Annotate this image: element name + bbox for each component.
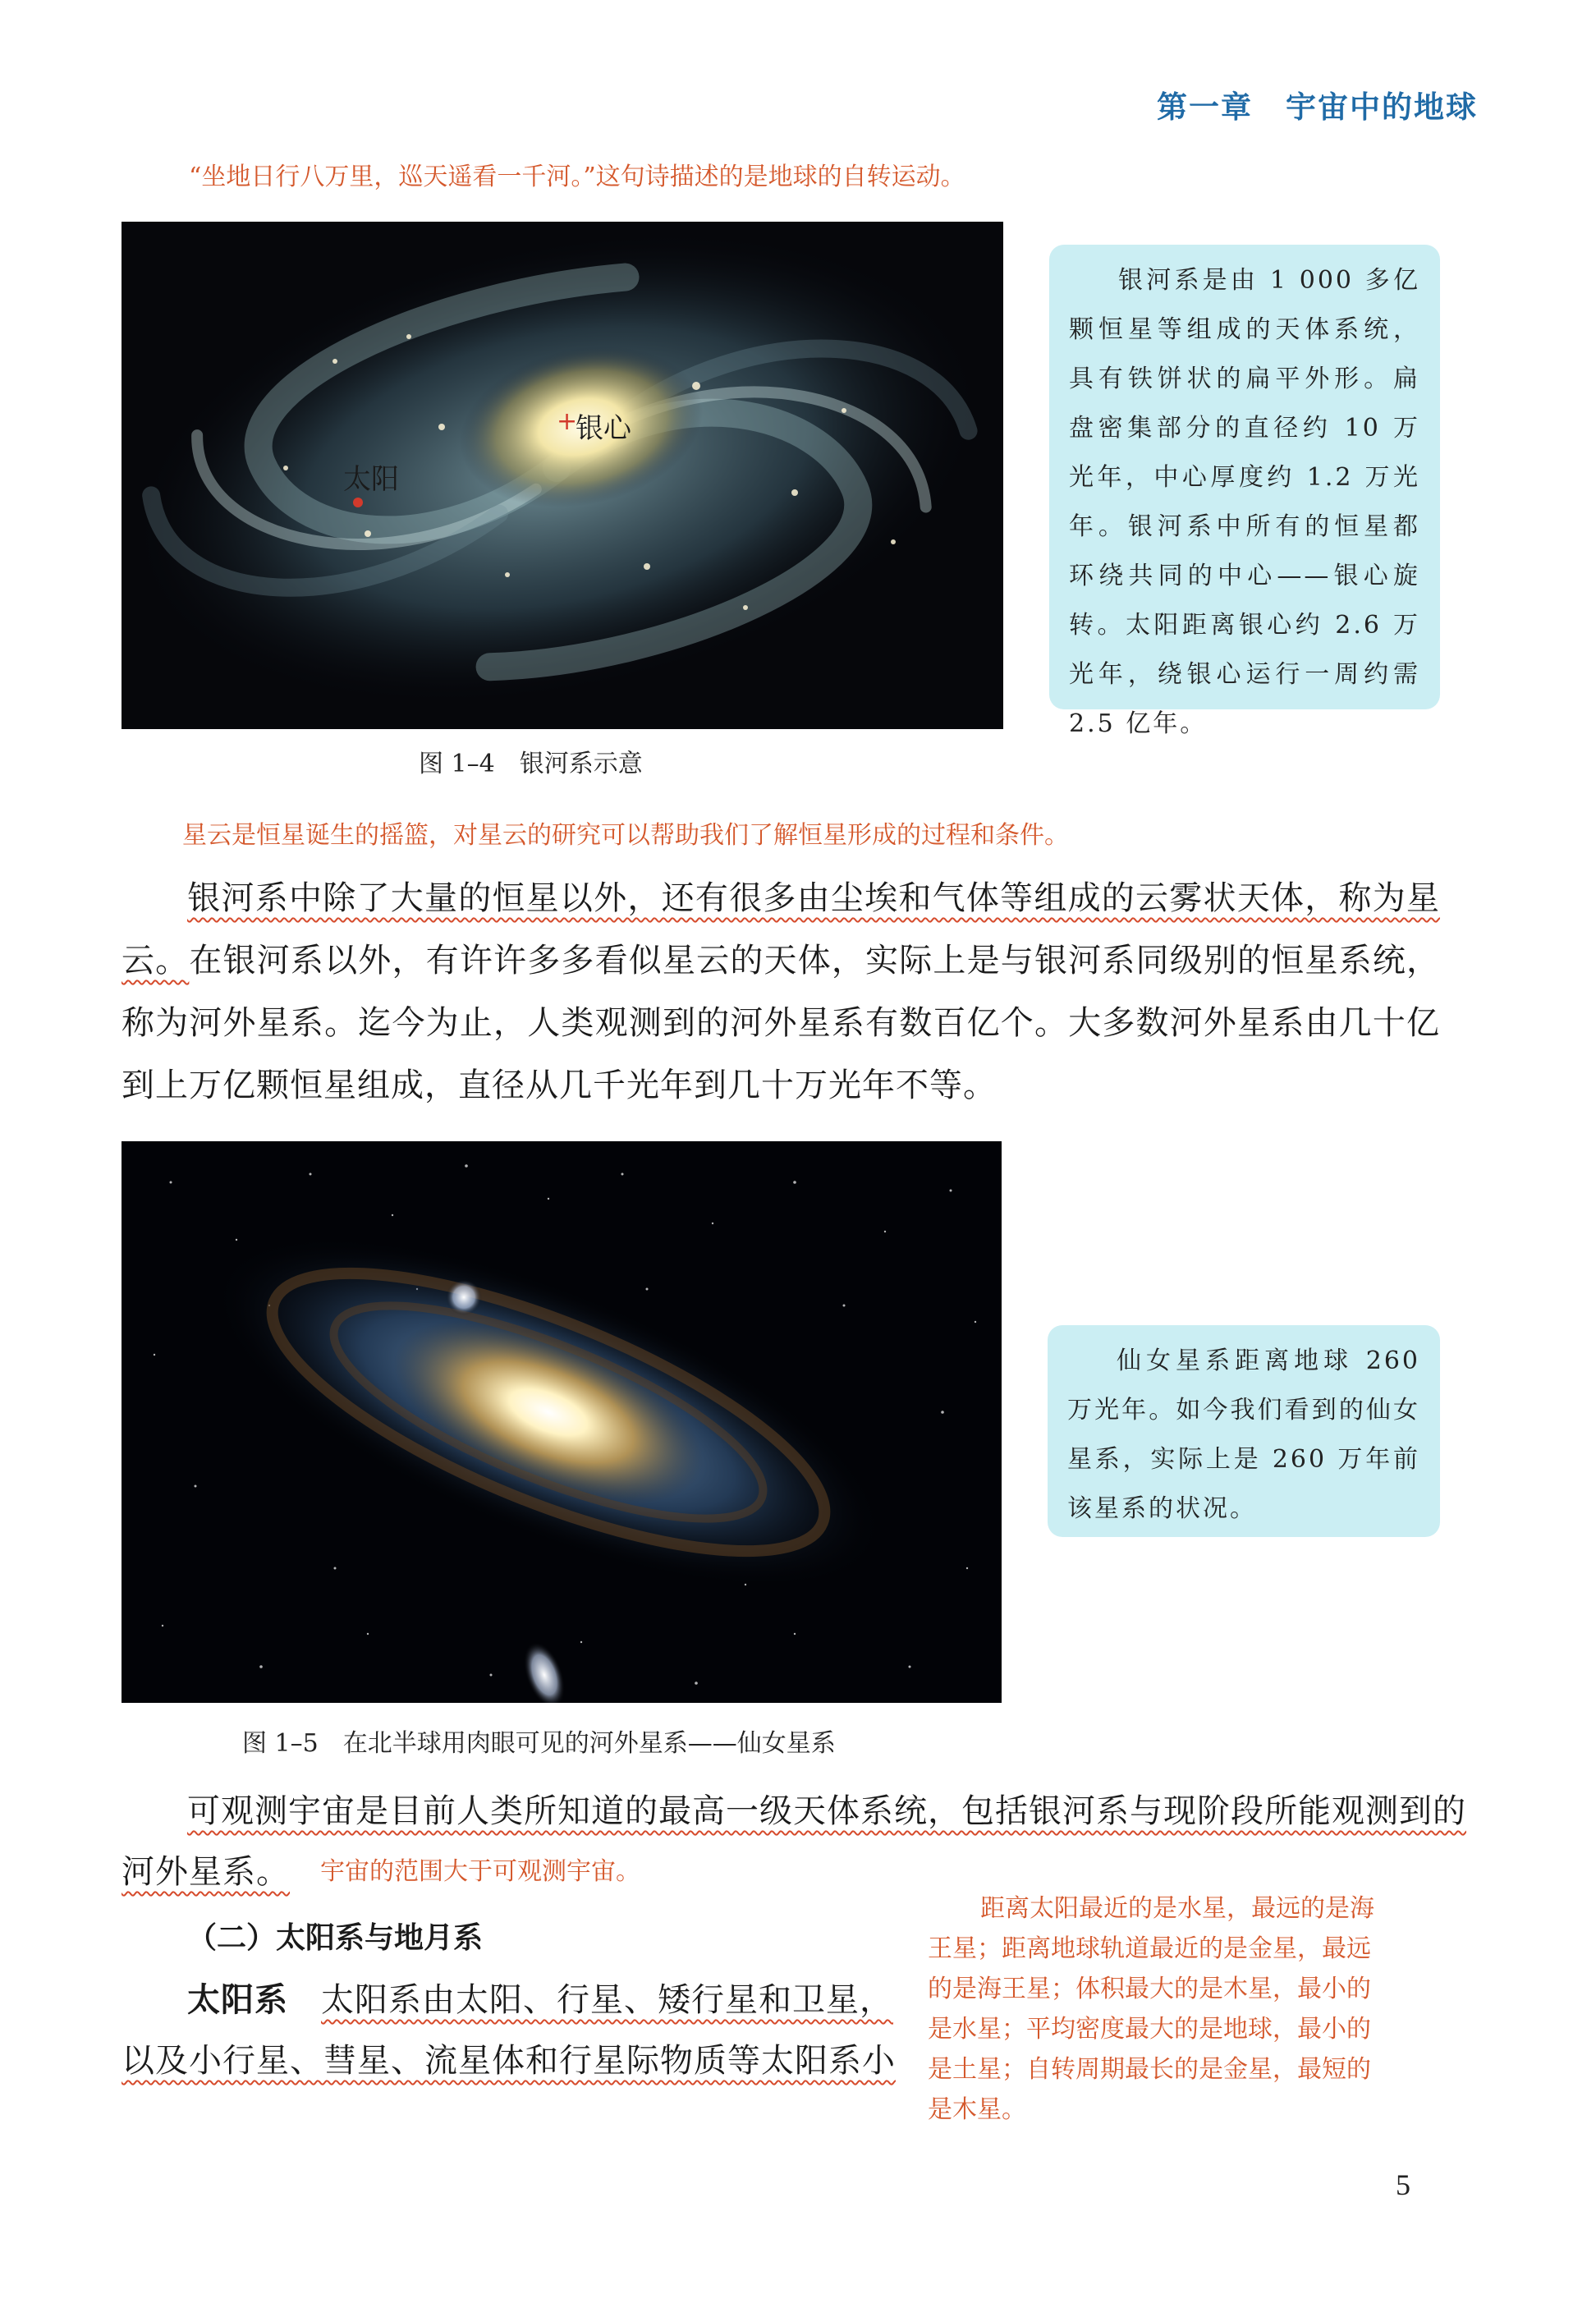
andromeda-infobox: 仙女星系距离地球 260 万光年。如今我们看到的仙女星系，实际上是 260 万年前该星系的状况。 bbox=[1048, 1325, 1440, 1537]
planet-facts-line: 的是海王星；体积最大的是木星，最小的 bbox=[928, 1975, 1371, 2003]
poem-note: “坐地日行八万里，巡天遥看一千河。”这句诗描述的是地球的自转运动。 bbox=[189, 163, 965, 191]
planet-facts-line: 距离太阳最近的是水星，最远的是海 bbox=[980, 1894, 1374, 1923]
planet-facts-line: 是水星；平均密度最大的是地球，最小的 bbox=[928, 2015, 1371, 2044]
nebula-definition: 银河系中除了大量的恒星以外，还有很多由尘埃和气体等组成的云雾状天体，称为星云。 bbox=[122, 879, 1440, 980]
galactic-center-marker: + bbox=[557, 407, 578, 436]
figure-1-5-caption: 图 1–5 在北半球用肉眼可见的河外星系——仙女星系 bbox=[242, 1729, 836, 1758]
galaxies-text: 在银河系以外，有许许多多看似星云的天体，实际上是与银河系同级别的恒星系统，称为河外星系。迄今为止，人类观测到的河外星系有数百亿个。大多数河外星系由几十亿到上万亿颗恒星组成，直径从几千光年到几十万光年不等。 bbox=[122, 942, 1441, 1104]
andromeda-illustration bbox=[122, 1141, 1002, 1703]
solar-system-definition-1: 太阳系由太阳、行星、矮行星和卫星， bbox=[321, 1981, 893, 2019]
planet-facts-line: 是木星。 bbox=[928, 2095, 1026, 2124]
planet-facts-line: 是土星；自转周期最长的是金星，最短的 bbox=[928, 2055, 1371, 2084]
sun-label: 太阳 bbox=[343, 463, 399, 496]
figure-1-4-caption: 图 1–4 银河系示意 bbox=[419, 750, 643, 778]
section-heading: （二）太阳系与地月系 bbox=[187, 1921, 484, 1955]
milky-way-illustration bbox=[122, 222, 1003, 729]
observable-universe-line-1 bbox=[187, 1780, 1466, 1842]
universe-note: 宇宙的范围大于可观测宇宙。 bbox=[320, 1857, 640, 1886]
chapter-title: 宇宙中的地球 bbox=[1286, 89, 1478, 125]
milky-way-image bbox=[122, 222, 1003, 729]
galactic-center-label: 银心 bbox=[576, 412, 631, 445]
solar-system-line-2 bbox=[122, 2030, 896, 2092]
solar-system-term: 太阳系 bbox=[187, 1981, 288, 2019]
page-number: 5 bbox=[1396, 2168, 1410, 2201]
andromeda-image bbox=[122, 1141, 1002, 1703]
planet-facts-note bbox=[928, 1888, 1453, 2130]
solar-system-line-1 bbox=[187, 1969, 893, 2031]
observable-universe-line-2 bbox=[122, 1841, 290, 1903]
observable-universe-definition: 可观测宇宙是目前人类所知道的最高一级天体系统，包括银河系与现阶段所能观测到的 bbox=[187, 1792, 1466, 1830]
solar-system-definition-2: 以及小行星、彗星、流星体和行星际物质等太阳系小 bbox=[122, 2042, 896, 2080]
planet-facts-line: 王星；距离地球轨道最近的是金星，最远 bbox=[928, 1934, 1371, 1963]
chapter-number: 第一章 bbox=[1157, 89, 1253, 125]
nebula-note: 星云是恒星诞生的摇篮，对星云的研究可以帮助我们了解恒星形成的过程和条件。 bbox=[182, 821, 1069, 850]
milky-way-infobox: 银河系是由 1 000 多亿颗恒星等组成的天体系统，具有铁饼状的扁平外形。扁盘密集部分的直径约 10 万光年，中心厚度约 1.2 万光年。银河系中所有的恒星都环绕共同的中心——银心旋转。太阳距离银心约 2.6 万光年，绕银心运行一周约需 2.5 亿年。 bbox=[1049, 245, 1440, 709]
paragraph-galaxies bbox=[122, 867, 1440, 1117]
observable-universe-end: 河外星系。 bbox=[122, 1853, 290, 1891]
chapter-header bbox=[1100, 82, 1478, 126]
sun-marker bbox=[353, 498, 363, 507]
